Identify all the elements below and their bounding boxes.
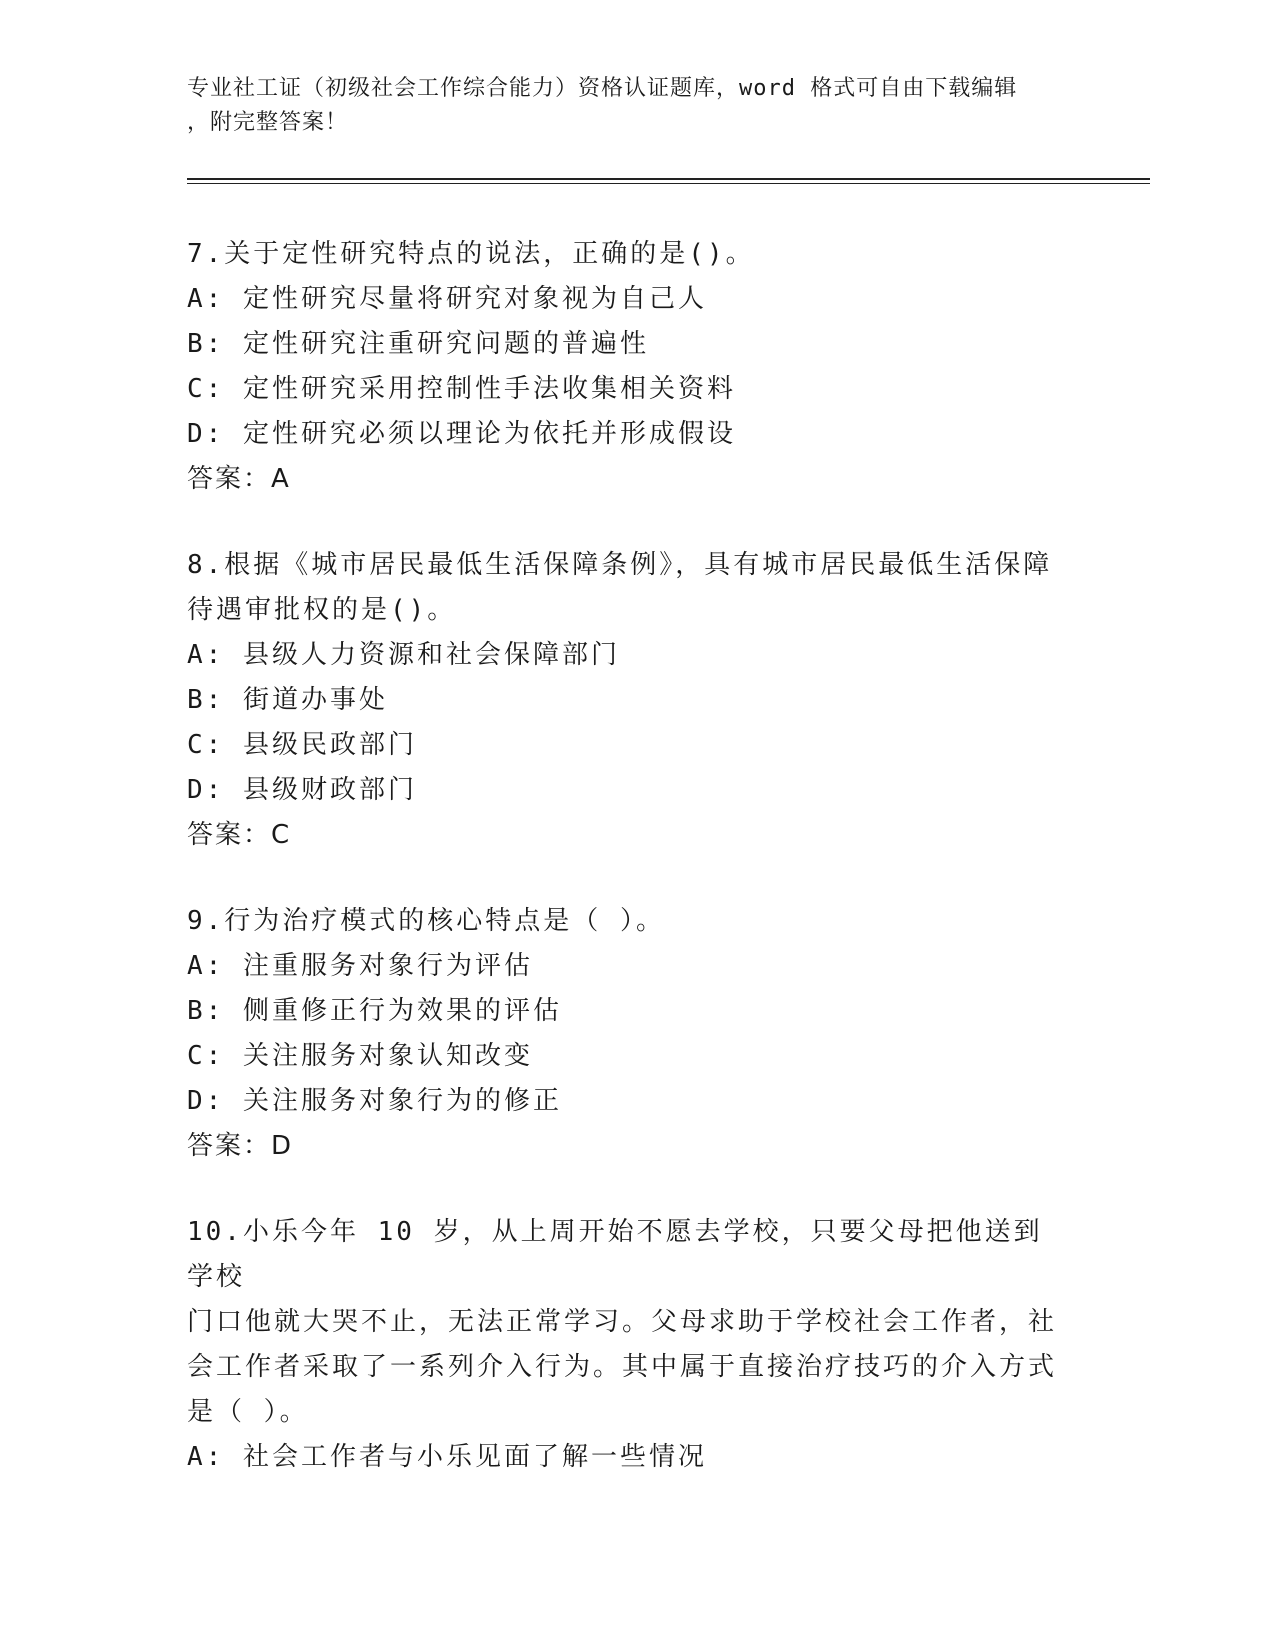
- option-d: D: 县级财政部门: [187, 775, 417, 805]
- header-divider-thick: [187, 178, 1150, 180]
- question-stem-line-4: 是（ ）。: [187, 1397, 309, 1427]
- question-stem-line-2: 门口他就大哭不止，无法正常学习。父母求助于学校社会工作者，社: [187, 1307, 1058, 1337]
- answer-line: 答案：D: [187, 1131, 294, 1161]
- question-stem-line-1: 10.小乐今年 10 岁，从上周开始不愿去学校，只要父母把他送到学校: [187, 1217, 1043, 1292]
- question-stem: 9.行为治疗模式的核心特点是（ ）。: [187, 906, 665, 936]
- question-9: [187, 899, 1067, 1169]
- question-list: [187, 232, 1067, 1521]
- option-b: B: 侧重修正行为效果的评估: [187, 996, 562, 1026]
- question-8: [187, 543, 1067, 858]
- option-b: B: 定性研究注重研究问题的普遍性: [187, 329, 649, 359]
- question-stem-line-2: 待遇审批权的是()。: [187, 595, 457, 625]
- option-c: C: 定性研究采用控制性手法收集相关资料: [187, 374, 736, 404]
- option-a: A: 定性研究尽量将研究对象视为自己人: [187, 284, 707, 314]
- answer-line: 答案：A: [187, 464, 291, 494]
- header-line-2: ，附完整答案！: [187, 110, 349, 135]
- question-7: [187, 232, 1067, 502]
- header-line-1: 专业社工证（初级社会工作综合能力）资格认证题库，word 格式可自由下载编辑: [187, 76, 1018, 101]
- option-c: C: 县级民政部门: [187, 730, 417, 760]
- header-divider-thin: [187, 183, 1150, 184]
- question-stem-line-1: 8.根据《城市居民最低生活保障条例》，具有城市居民最低生活保障: [187, 550, 1053, 580]
- option-a: A: 县级人力资源和社会保障部门: [187, 640, 620, 670]
- question-10: [187, 1210, 1067, 1480]
- option-b: B: 街道办事处: [187, 685, 388, 715]
- option-c: C: 关注服务对象认知改变: [187, 1041, 533, 1071]
- option-d: D: 关注服务对象行为的修正: [187, 1086, 562, 1116]
- answer-line: 答案：C: [187, 820, 292, 850]
- question-stem: 7.关于定性研究特点的说法，正确的是()。: [187, 239, 755, 269]
- option-a: A: 社会工作者与小乐见面了解一些情况: [187, 1442, 707, 1472]
- question-stem-line-3: 会工作者采取了一系列介入行为。其中属于直接治疗技巧的介入方式: [187, 1352, 1058, 1382]
- option-d: D: 定性研究必须以理论为依托并形成假设: [187, 419, 736, 449]
- page-header: [187, 72, 1067, 140]
- option-a: A: 注重服务对象行为评估: [187, 951, 533, 981]
